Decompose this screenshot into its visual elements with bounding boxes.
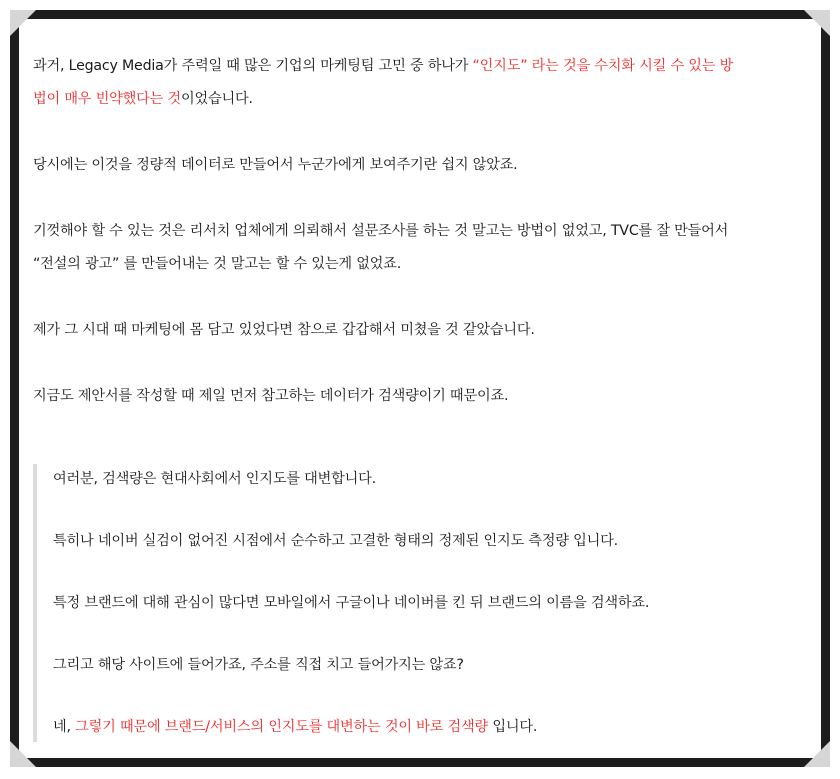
text-span: 네, [53,719,76,735]
text-line [33,380,803,413]
paragraph-gap [53,495,803,526]
highlighted-text: “인지도” 라는 것을 수치화 시킬 수 있는 방 [472,58,734,74]
text-line [53,464,803,495]
text-span: “전설의 광고” 를 만들어내는 것 말고는 할 수 있는게 없었죠. [33,256,402,272]
text-span: 특정 브랜드에 대해 관심이 많다면 모바일에서 구글이나 네이버를 킨 뒤 브랜드의 이름을 검색하죠. [53,595,650,611]
text-span: 그리고 해당 사이트에 들어가죠, 주소를 직접 치고 들어가지는 않죠? [53,657,464,673]
text-line [33,314,803,347]
text-line [53,526,803,557]
paragraph-gap [53,619,803,650]
text-span: 기껏해야 할 수 있는 것은 리서치 업체에게 의뢰해서 설문조사를 하는 것 말고는 방법이 없었고, TVC를 잘 만들어서 [33,223,729,239]
blockquote [33,464,803,742]
text-line [33,50,803,83]
text-line [33,248,803,281]
text-line [33,149,803,182]
text-line [53,712,803,743]
text-span: 제가 그 시대 때 마케팅에 몸 담고 있었다면 참으로 갑갑해서 미쳤을 것 같았습니다. [33,322,535,338]
text-span: 여러분, 검색량은 현대사회에서 인지도를 대변합니다. [53,471,376,487]
paragraph [33,215,803,281]
paragraph [33,50,803,116]
text-span: 당시에는 이것을 정량적 데이터로 만들어서 누군가에게 보여주기란 쉽지 않았죠. [33,157,518,173]
text-span: 특히나 네이버 실검이 없어진 시점에서 순수하고 고결한 형태의 정제된 인지도 측정량 입니다. [53,533,618,549]
text-line [33,215,803,248]
corner-decoration-top-right [804,10,830,36]
corner-decoration-bottom-left [10,741,36,767]
text-span: 과거, Legacy Media가 주력일 때 많은 기업의 마케팅팀 고민 중 하나가 [33,58,473,74]
paragraph-gap [53,681,803,712]
text-span: 지금도 제안서를 작성할 때 제일 먼저 참고하는 데이터가 검색량이기 때문이죠. [33,388,509,404]
text-line [33,83,803,116]
text-span: 이었습니다. [180,91,253,107]
corner-decoration-top-left [10,10,36,36]
article-body [33,50,803,413]
text-line [53,650,803,681]
paragraph [33,380,803,413]
paragraph-gap [53,557,803,588]
highlighted-text: 그렇기 때문에 브랜드/서비스의 인지도를 대변하는 것이 바로 검색량 [75,719,489,735]
text-line [53,588,803,619]
paragraph [33,149,803,182]
corner-decoration-bottom-right [804,741,830,767]
text-span: 입니다. [488,719,538,735]
paragraph-gap [33,116,803,149]
highlighted-text: 법이 매우 빈약했다는 것 [33,91,181,107]
paragraph-gap [33,281,803,314]
paragraph-gap [33,182,803,215]
paragraph [33,314,803,347]
paragraph-gap [33,347,803,380]
